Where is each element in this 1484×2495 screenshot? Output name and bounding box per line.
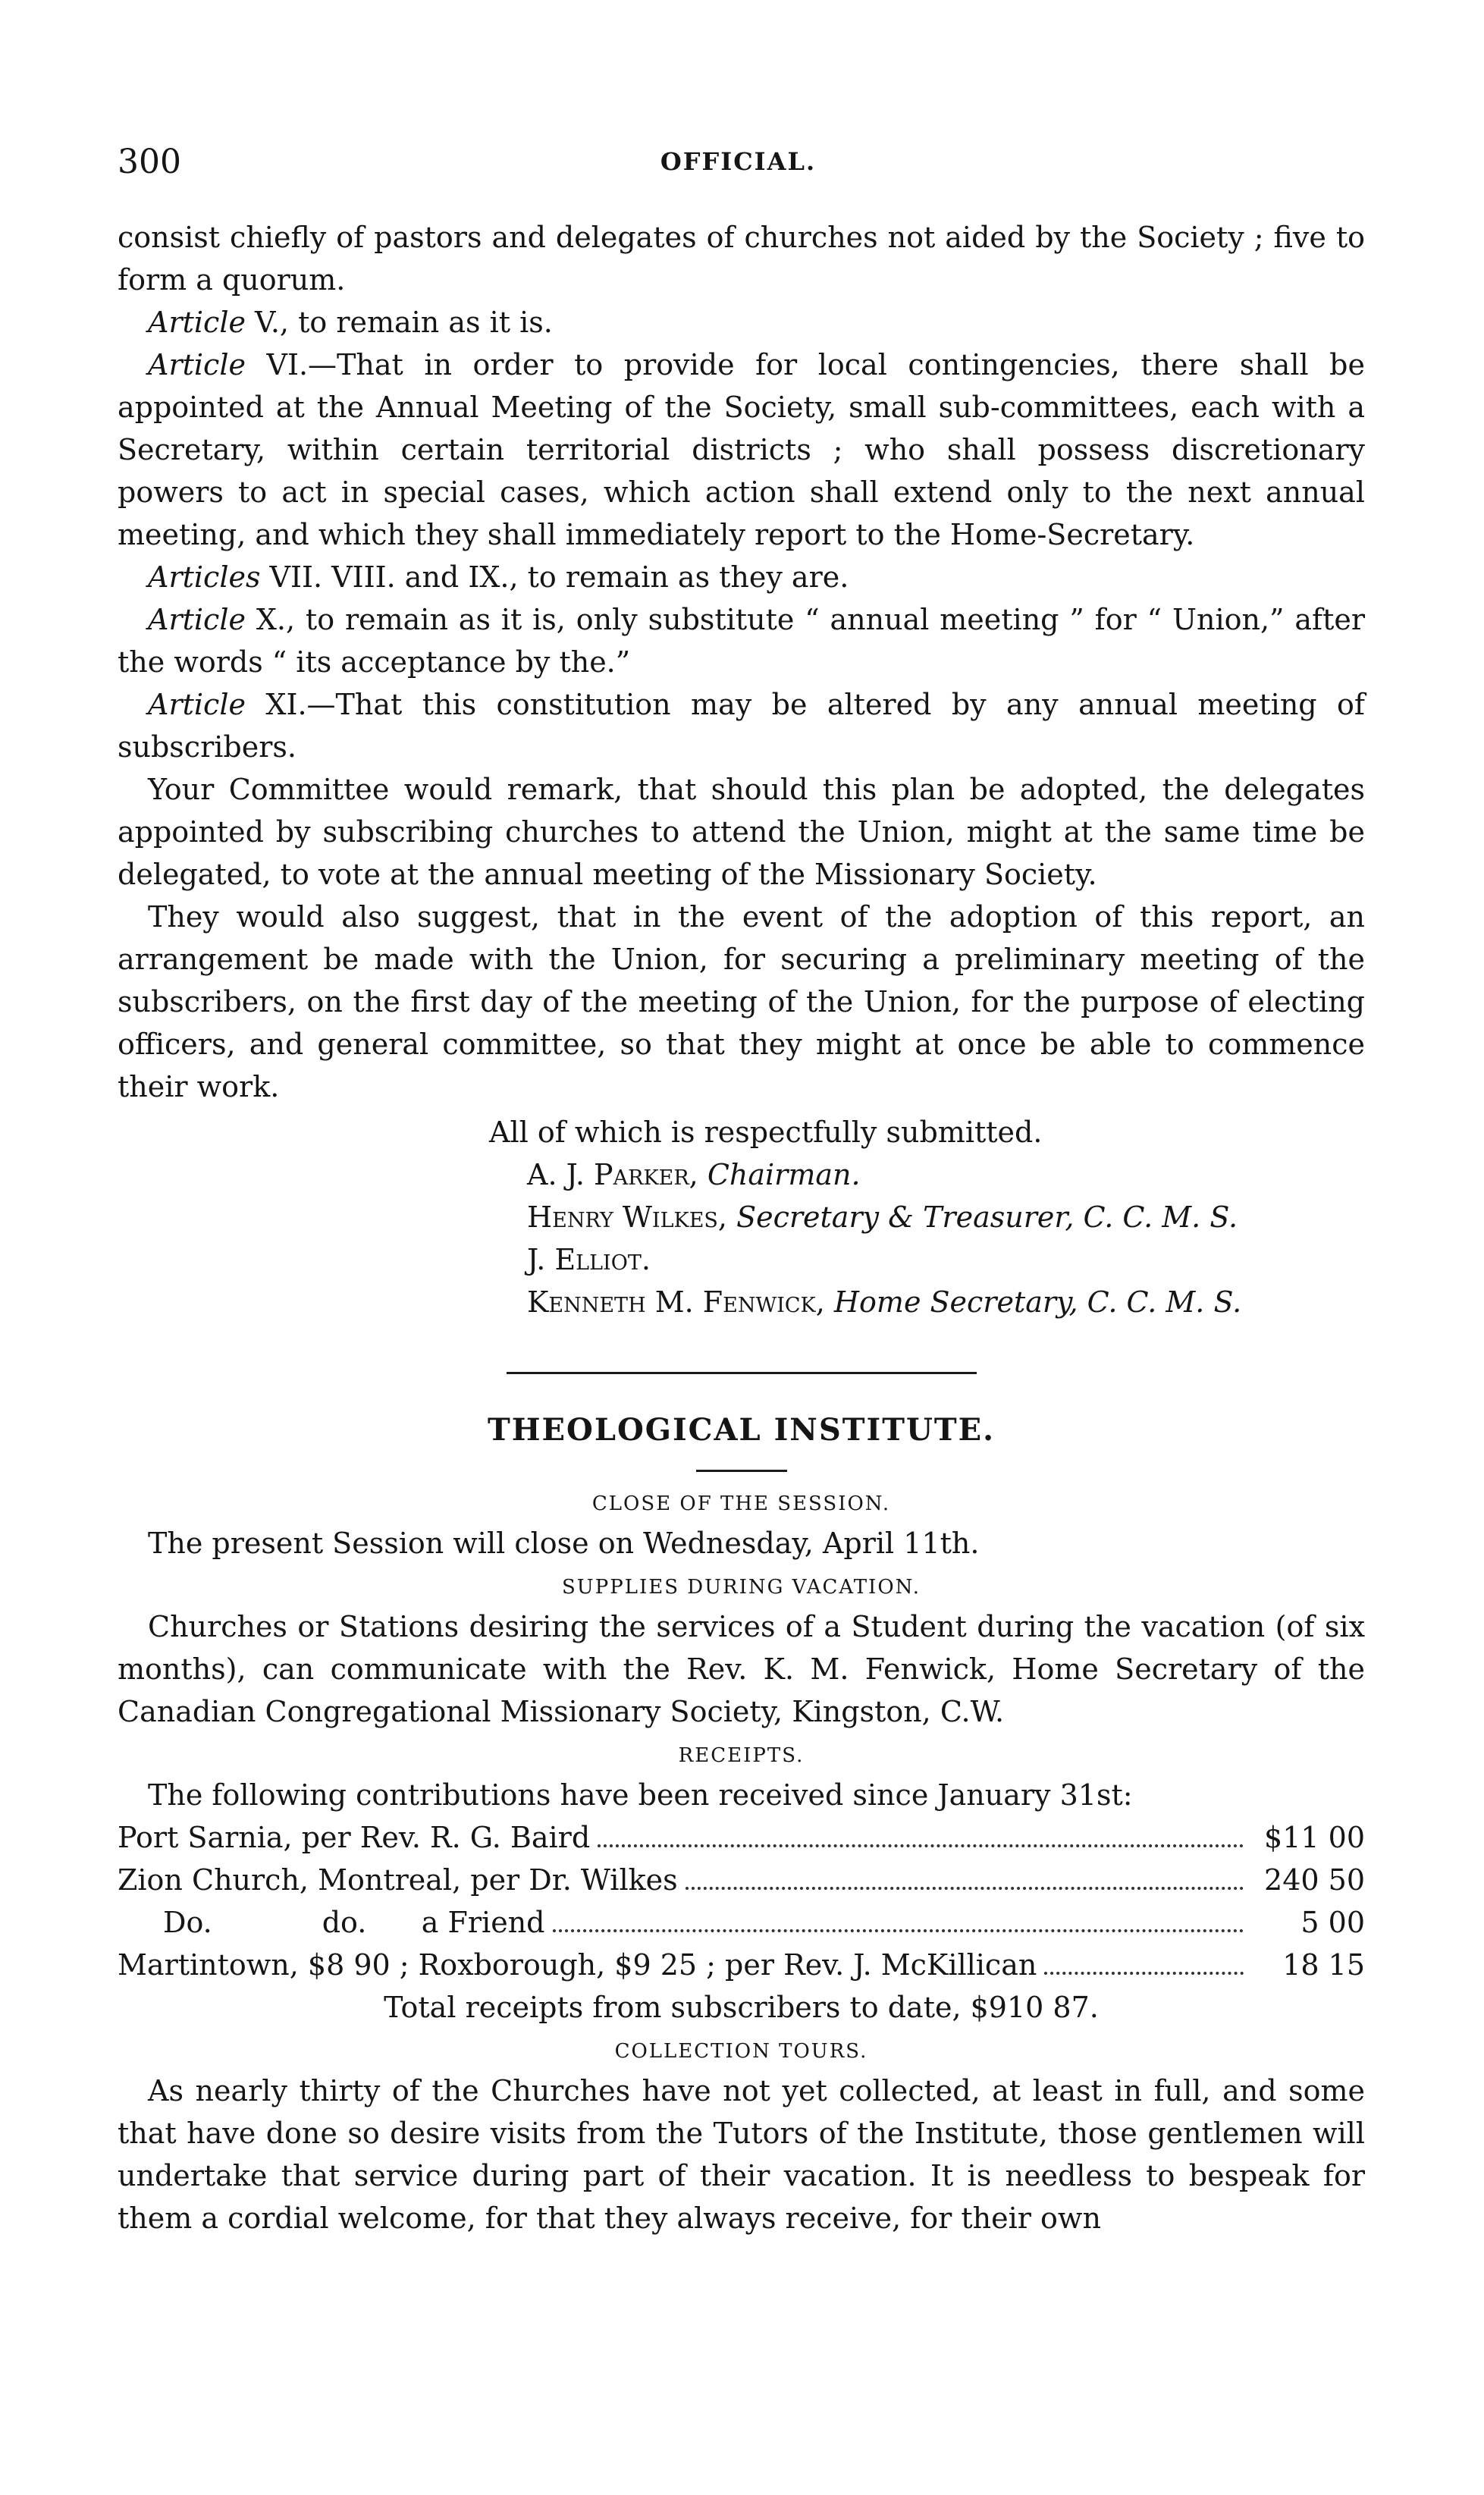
signatory-name: A. J. Parker, xyxy=(527,1158,698,1191)
receipt-amount: $11 00 xyxy=(1264,1821,1365,1854)
signatory-name: J. Elliot. xyxy=(527,1243,651,1276)
article-lead: Article xyxy=(148,688,246,721)
receipt-label: Zion Church, Montreal, per Dr. Wilkes xyxy=(118,1863,678,1897)
article-v xyxy=(118,301,1365,344)
page-body xyxy=(118,216,1365,2239)
receipts-list xyxy=(118,1816,1365,1986)
article-lead: Articles xyxy=(148,560,261,594)
section-divider xyxy=(507,1372,977,1374)
running-title: OFFICIAL. xyxy=(660,147,817,176)
article-text: VII. VIII. and IX., to remain as they are. xyxy=(260,560,849,594)
article-xi xyxy=(118,683,1365,768)
paragraph-supplies: Churches or Stations desiring the services of a Student during the vacation (of six months), can communicate with the Rev. K. M. Fenwick, Home Secretary of the Canadian Congregational Missionary Society, Kingston, C.W. xyxy=(118,1610,1365,1728)
receipt-row xyxy=(118,1859,1365,1901)
receipt-label: Martintown, $8 90 ; Roxborough, $9 25 ; per Rev. J. McKillican xyxy=(118,1948,1037,1982)
paragraph-close-session: The present Session will close on Wednesday, April 11th. xyxy=(148,1527,980,1560)
signatory-name: Kenneth M. Fenwick, xyxy=(527,1285,825,1319)
page-header xyxy=(118,143,1359,188)
article-x xyxy=(118,598,1365,683)
signature-block xyxy=(118,1153,1365,1323)
article-text: VI.—That in order to provide for local contingencies, there shall be appointed at the Annual Meeting of the Society, small sub-committees, each with a Secretary, within certain territorial districts ; who shall possess discretionary powers to act in special cases, which action shall extend only to the next annual meeting, and which they shall immediately report to the Home-Secretary. xyxy=(118,348,1365,551)
section-title: THEOLOGICAL INSTITUTE. xyxy=(487,1412,996,1448)
signatory-name: Henry Wilkes, xyxy=(527,1200,727,1234)
signatory xyxy=(527,1196,1365,1238)
article-lead: Article xyxy=(148,603,246,636)
receipt-row xyxy=(118,1901,1365,1944)
subheading-receipts: RECEIPTS. xyxy=(678,1744,805,1767)
receipt-amount: 18 15 xyxy=(1282,1948,1365,1982)
subheading-supplies: SUPPLIES DURING VACATION. xyxy=(561,1576,921,1599)
article-lead: Article xyxy=(148,306,246,339)
signatory-role: Secretary & Treasurer, C. C. M. S. xyxy=(736,1200,1238,1234)
dot-leader xyxy=(598,1844,1244,1847)
page-number: 300 xyxy=(118,143,181,181)
signatory xyxy=(527,1238,1365,1281)
signatory xyxy=(527,1281,1365,1323)
subheading-collection-tours: COLLECTION TOURS. xyxy=(614,2040,868,2063)
paragraph-collection-tours: As nearly thirty of the Churches have not yet collected, at least in full, and some that have done so desire visits from the Tutors of the Institute, those gentlemen will undertake that service during part of their vacation. It is needless to bespeak for them a cordial welcome, for that they always receive, for their own xyxy=(118,2074,1365,2235)
article-text: X., to remain as it is, only substitute “ annual meeting ” for “ Union,” after the words “ its acceptance by the.” xyxy=(118,603,1365,679)
receipt-amount: 5 00 xyxy=(1300,1906,1365,1939)
signatory xyxy=(527,1153,1365,1196)
dot-leader xyxy=(553,1929,1244,1932)
receipt-label: Do. do. a Friend xyxy=(163,1906,545,1939)
article-lead: Article xyxy=(148,348,246,381)
dot-leader xyxy=(686,1887,1244,1890)
receipt-row xyxy=(118,1944,1365,1986)
submission-line: All of which is respectfully submitted. xyxy=(489,1116,1043,1149)
article-vi xyxy=(118,344,1365,556)
paragraph-committee-suggest: They would also suggest, that in the event of the adoption of this report, an arrangement be made with the Union, for securing a preliminary meeting of the subscribers, on the first day of the meeting of the Union, for the purpose of electing officers, and general committee, so that they might at once be able to commence their work. xyxy=(118,900,1365,1103)
article-text: XI.—That this constitution may be altered by any annual meeting of subscribers. xyxy=(118,688,1365,764)
paragraph-committee-remark: Your Committee would remark, that should this plan be adopted, the delegates appointed by subscribing churches to attend the Union, might at the same time be delegated, to vote at the annual meeting of the Missionary Society. xyxy=(118,773,1365,891)
paragraph-quorum: consist chiefly of pastors and delegates of churches not aided by the Society ; five to form a quorum. xyxy=(118,221,1365,297)
receipt-label: Port Sarnia, per Rev. R. G. Baird xyxy=(118,1821,591,1854)
receipts-intro: The following contributions have been received since January 31st: xyxy=(148,1778,1133,1812)
signatory-role: Home Secretary, C. C. M. S. xyxy=(833,1285,1242,1319)
receipt-row xyxy=(118,1816,1365,1859)
signatory-role: Chairman. xyxy=(707,1158,861,1191)
receipt-amount: 240 50 xyxy=(1264,1863,1365,1897)
dot-leader xyxy=(1044,1972,1244,1975)
receipts-total: Total receipts from subscribers to date, $910 87. xyxy=(384,1991,1099,2024)
article-text: V., to remain as it is. xyxy=(245,306,553,339)
title-underline xyxy=(696,1470,787,1472)
articles-vii-ix xyxy=(118,556,1365,598)
subheading-close-session: CLOSE OF THE SESSION. xyxy=(591,1492,891,1515)
